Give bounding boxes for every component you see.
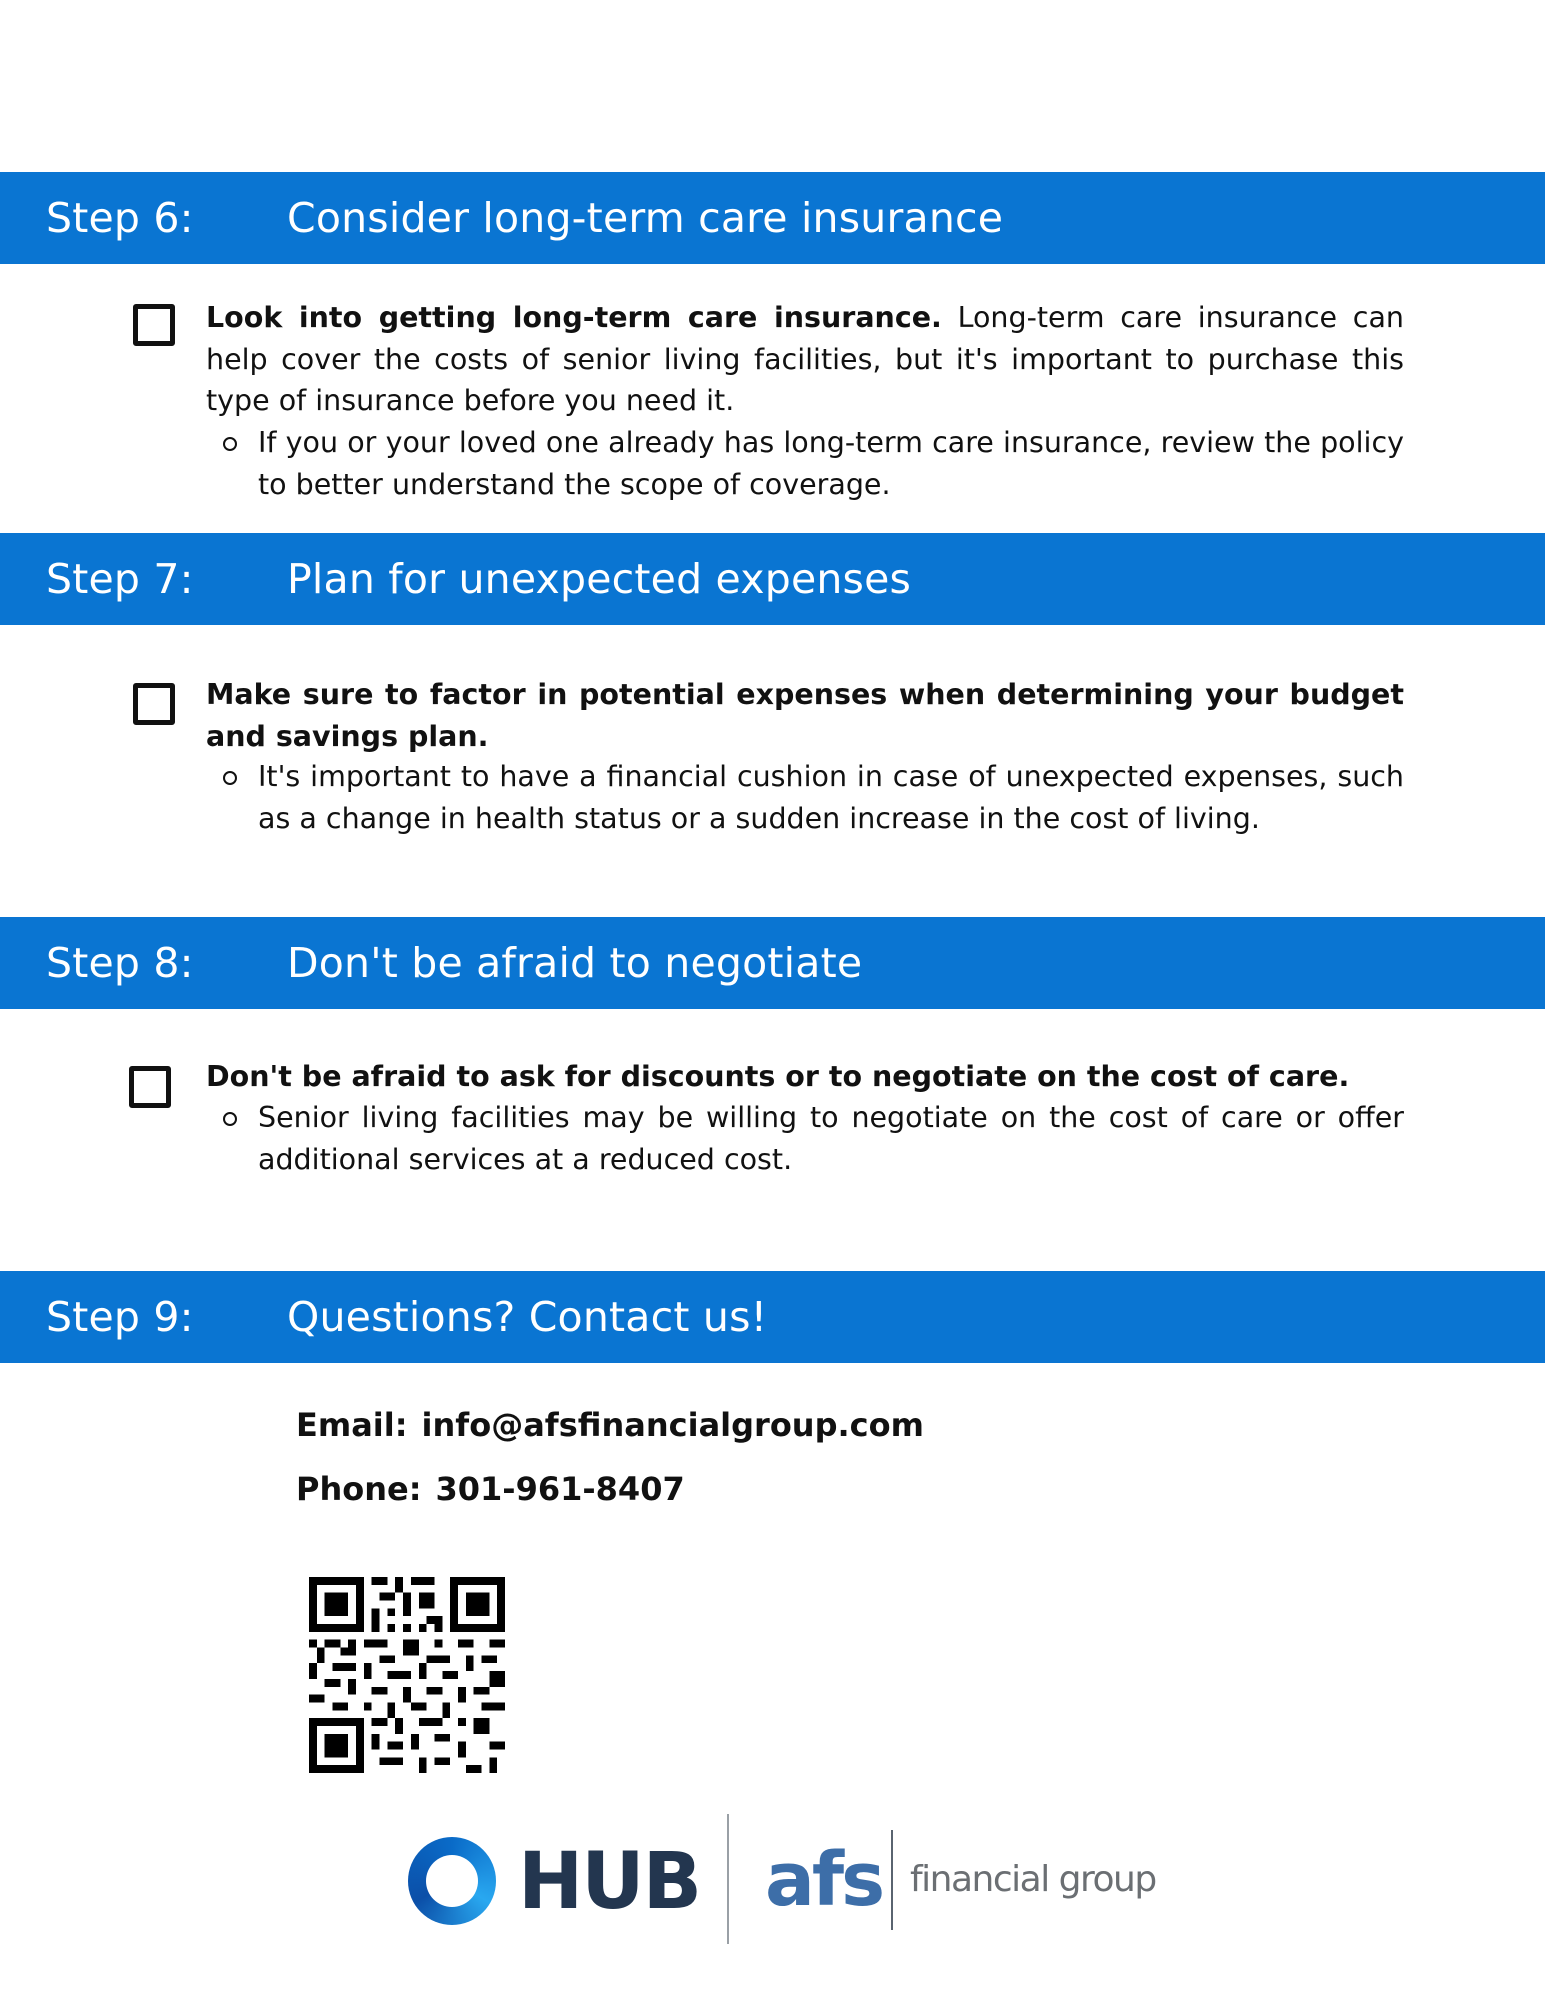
step-9-header <box>0 1271 1545 1363</box>
email-link[interactable]: info@afsfinancialgroup.com <box>421 1406 924 1444</box>
qr-code-icon[interactable] <box>309 1577 505 1773</box>
hub-logo-icon <box>408 1837 496 1925</box>
step-7-header <box>0 533 1545 625</box>
step-6-item <box>206 297 1404 422</box>
afs-logo-text: afs <box>765 1837 883 1923</box>
email-row <box>296 1406 924 1444</box>
step-7-item-bold: Make sure to factor in potential expenses when determining your budget and savings plan. <box>206 678 1404 753</box>
footer-logos <box>0 1810 1545 1960</box>
step-6-item-text: Long-term care insurance can help cover the costs of senior living facilities, but it's important to purchase this type of insurance before you need it. <box>206 301 1404 417</box>
step-7-item <box>206 674 1404 757</box>
phone-row <box>296 1470 685 1508</box>
step-6-label: Step 6: <box>46 194 194 242</box>
bullet-icon <box>223 771 237 785</box>
step-7-title: Plan for unexpected expenses <box>287 555 912 603</box>
step-6-title: Consider long-term care insurance <box>287 194 1004 242</box>
logo-divider <box>727 1814 729 1944</box>
step-6-bullet: If you or your loved one already has long-term care insurance, review the policy to better understand the scope of coverage. <box>258 426 1404 501</box>
step-8-label: Step 8: <box>46 939 194 987</box>
step-8-title: Don't be afraid to negotiate <box>287 939 863 987</box>
email-label: Email: <box>296 1406 408 1444</box>
step-7-label: Step 7: <box>46 555 194 603</box>
step-8-item-bold: Don't be afraid to ask for discounts or to negotiate on the cost of care. <box>206 1060 1350 1093</box>
step-7-bullet: It's important to have a financial cushion in case of unexpected expenses, such as a change in health status or a sudden increase in the cost of living. <box>258 760 1404 835</box>
bullet-icon <box>223 1112 237 1126</box>
phone-label: Phone: <box>296 1470 422 1508</box>
step-9-label: Step 9: <box>46 1293 194 1341</box>
step-9-title: Questions? Contact us! <box>287 1293 768 1341</box>
afs-logo-divider <box>891 1830 893 1930</box>
step-6-item-bold: Look into getting long-term care insurance. <box>206 301 942 334</box>
afs-logo-subtitle: financial group <box>910 1859 1156 1900</box>
step-7-checkbox[interactable] <box>133 683 175 725</box>
step-8-item <box>206 1056 1404 1098</box>
hub-logo-text: HUB <box>518 1837 701 1927</box>
step-8-checkbox[interactable] <box>129 1066 171 1108</box>
step-8-bullet: Senior living facilities may be willing to negotiate on the cost of care or offer additional services at a reduced cost. <box>258 1101 1404 1176</box>
phone-link[interactable]: 301-961-8407 <box>435 1470 685 1508</box>
step-8-header <box>0 917 1545 1009</box>
step-6-header <box>0 172 1545 264</box>
bullet-icon <box>223 437 237 451</box>
step-6-checkbox[interactable] <box>133 304 175 346</box>
